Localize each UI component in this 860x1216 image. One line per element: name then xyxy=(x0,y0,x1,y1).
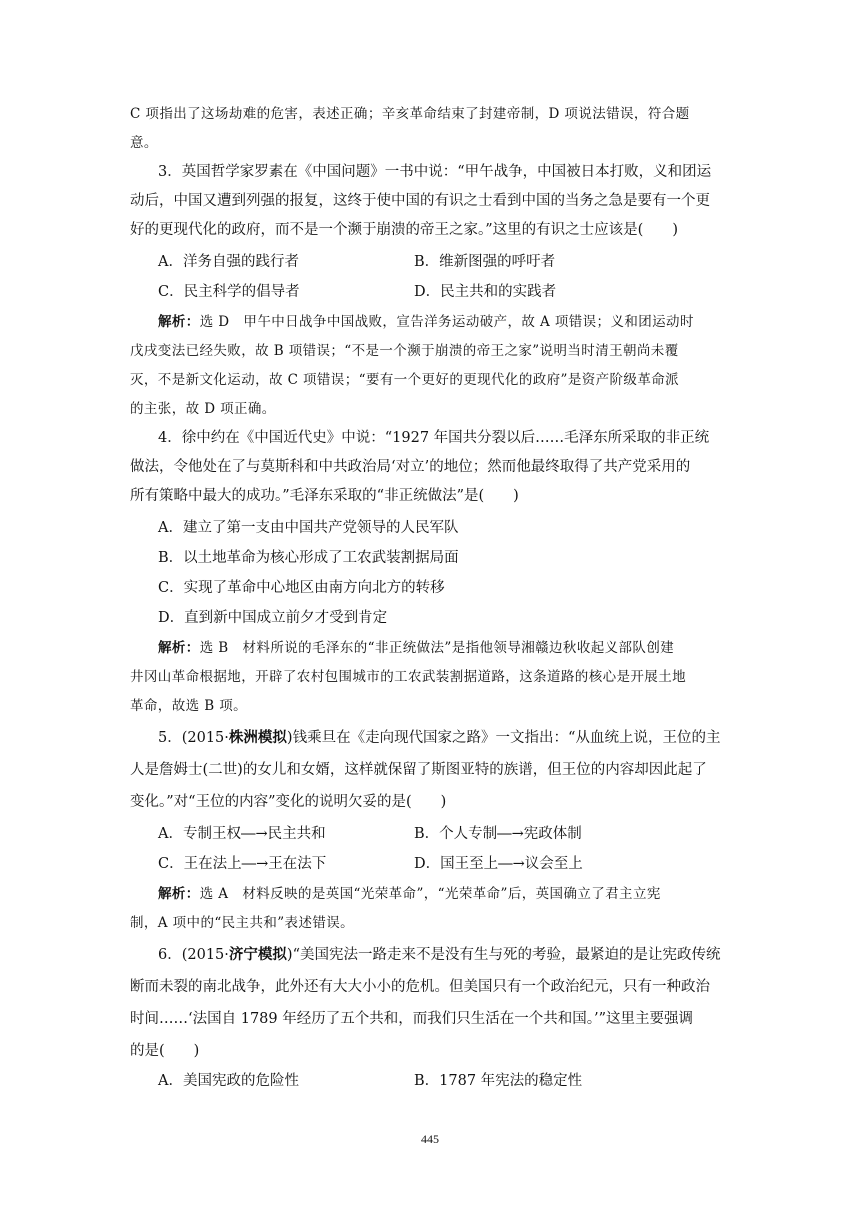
q5-option-d: D．国王至上―→议会至上 xyxy=(414,856,583,872)
q6-stem-line-4: 的是( ) xyxy=(130,1043,200,1059)
q3-analysis-label: 解析： xyxy=(158,314,200,330)
q5-stem-line-3: 变化。”对“王位的内容”变化的说明欠妥的是( ) xyxy=(130,794,447,810)
q5-stem-line-1: 5．(2015·株洲模拟)钱乘旦在《走向现代国家之路》一文指出：“从血统上说，王位的主 xyxy=(158,730,721,746)
q4-stem-line-1: 4．徐中约在《中国近代史》中说：“1927 年国共分裂以后……毛泽东所采取的非正统 xyxy=(158,430,710,446)
q3-analysis-line-2: 戊戌变法已经失败，故 B 项错误；“不是一个濒于崩溃的帝王之家”说明当时清王朝尚未覆 xyxy=(130,343,679,359)
q5-stem-line-2: 人是詹姆士(二世)的女儿和女婿，这样就保留了斯图亚特的族谱，但王位的内容却因此起了 xyxy=(130,762,707,778)
q4-option-d: D．直到新中国成立前夕才受到肯定 xyxy=(158,610,388,626)
q4-stem-line-2: 做法，令他处在了与莫斯科和中共政治局‘对立’的地位；然而他最终取得了共产党采用的 xyxy=(130,459,691,475)
q3-analysis-line-3: 灭，不是新文化运动，故 C 项错误；“要有一个更好的更现代化的政府”是资产阶级革命派 xyxy=(130,372,680,388)
q4-analysis-line-1: 解析：选 B 材料所说的毛泽东的“非正统做法”是指他领导湘赣边秋收起义部队创建 xyxy=(158,640,675,656)
q5-analysis-line-2: 制，A 项中的“民主共和”表述错误。 xyxy=(130,915,355,931)
q4-stem-line-3: 所有策略中最大的成功。”毛泽东采取的“非正统做法”是( ) xyxy=(130,488,519,504)
q3-stem-line-3: 好的更现代化的政府，而不是一个濒于崩溃的帝王之家。”这里的有识之士应该是( ) xyxy=(130,222,678,238)
q4-analysis-line-3: 革命，故选 B 项。 xyxy=(130,698,248,714)
q5-option-b: B．个人专制―→宪政体制 xyxy=(414,826,582,842)
q4-option-c: C．实现了革命中心地区由南方向北方的转移 xyxy=(158,580,445,596)
q6-source: 济宁模拟 xyxy=(228,947,287,963)
prev-analysis-line-1: C 项指出了这场劫难的危害，表述正确；辛亥革命结束了封建帝制，D 项说法错误，符合题 xyxy=(130,106,690,122)
q3-stem-line-1: 3．英国哲学家罗素在《中国问题》一书中说：“甲午战争，中国被日本打败，义和团运 xyxy=(158,164,712,180)
q4-analysis-label: 解析： xyxy=(158,640,200,656)
q6-stem-line-3: 时间……‘法国自 1789 年经历了五个共和，而我们只生活在一个共和国。’”这里主要强调 xyxy=(130,1011,693,1027)
q3-option-b: B．维新图强的呼吁者 xyxy=(414,254,556,270)
q3-stem-line-2: 动后，中国又遭到列强的报复，这终于使中国的有识之士看到中国的当务之急是要有一个更 xyxy=(130,193,710,209)
q6-stem-line-2: 断而未裂的南北战争，此外还有大大小小的危机。但美国只有一个政治纪元，只有一种政治 xyxy=(130,979,710,995)
q3-option-c: C．民主科学的倡导者 xyxy=(158,284,300,300)
q5-analysis-label: 解析： xyxy=(158,886,200,902)
q4-option-b: B．以土地革命为核心形成了工农武装割据局面 xyxy=(158,550,459,566)
q3-analysis-line-1: 解析：选 D 甲午中日战争中国战败，宣告洋务运动破产，故 A 项错误；义和团运动时 xyxy=(158,314,694,330)
q5-option-c: C．王在法上―→王在法下 xyxy=(158,856,327,872)
q3-option-d: D．民主共和的实践者 xyxy=(414,284,557,300)
q3-option-a: A．洋务自强的践行者 xyxy=(158,254,299,270)
q6-option-b: B．1787 年宪法的稳定性 xyxy=(414,1073,583,1089)
q4-option-a: A．建立了第一支由中国共产党领导的人民军队 xyxy=(158,520,459,536)
q6-stem-line-1: 6．(2015·济宁模拟)“美国宪法一路走来不是没有生与死的考验，最紧迫的是让宪政传统 xyxy=(158,947,721,963)
q6-option-a: A．美国宪政的危险性 xyxy=(158,1073,299,1089)
q4-analysis-line-2: 井冈山革命根据地，开辟了农村包围城市的工农武装割据道路，这条道路的核心是开展土地 xyxy=(130,669,686,685)
page-number: 445 xyxy=(421,1132,439,1146)
q5-analysis-line-1: 解析：选 A 材料反映的是英国“光荣革命”，“光荣革命”后，英国确立了君主立宪 xyxy=(158,886,661,902)
prev-analysis-line-2: 意。 xyxy=(130,135,158,151)
q3-analysis-line-4: 的主张，故 D 项正确。 xyxy=(130,401,276,417)
q5-source: 株洲模拟 xyxy=(228,730,287,746)
q5-option-a: A．专制王权―→民主共和 xyxy=(158,826,326,842)
